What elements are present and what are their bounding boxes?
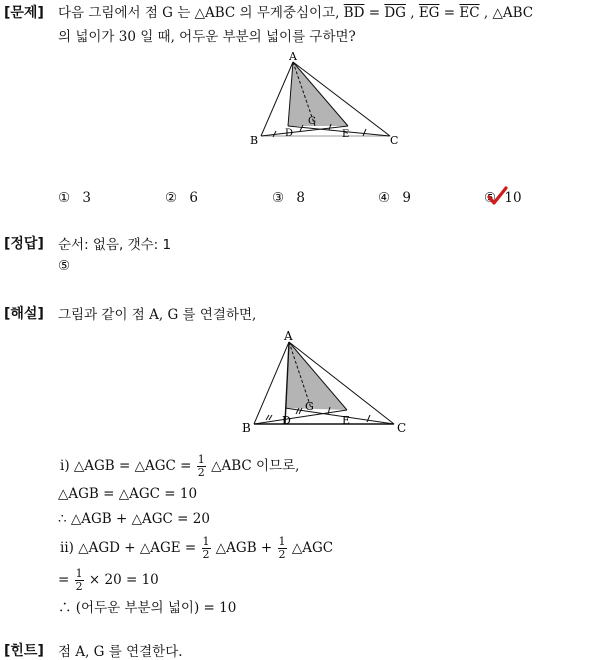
- choice-1-value: 3: [82, 190, 91, 206]
- choice-3[interactable]: [272, 190, 305, 206]
- fraction-den: 2: [278, 548, 286, 561]
- segment-bd: $\overline{BD}$: [343, 5, 365, 21]
- solution-line-5-a: =: [58, 572, 70, 588]
- choice-3-mark: ③: [272, 190, 285, 206]
- solution-line-3: ∴ △AGB + △AGC = 20: [58, 511, 210, 527]
- label-c: C: [390, 134, 399, 147]
- segment-eg: $\overline{EG}$: [418, 5, 440, 21]
- solution-line-2: △AGB = △AGC = 10: [58, 486, 198, 502]
- solution-line-5: [58, 568, 159, 593]
- correct-check-icon: [486, 186, 508, 206]
- solution-line-4-c: △AGC: [291, 540, 334, 556]
- fraction-num: 1: [202, 535, 210, 548]
- label-a: A: [284, 329, 293, 343]
- choice-5-mark: ⑤: [484, 190, 497, 206]
- label-d: D: [282, 414, 291, 427]
- label-a: A: [289, 50, 297, 63]
- problem-text-1a: 다음 그림에서 점 G 는 △ABC 의 무게중심이고,: [58, 5, 340, 21]
- segment-ec: $\overline{EC}$: [459, 5, 480, 21]
- solution-line-4: [60, 536, 333, 561]
- label-b: B: [250, 134, 259, 147]
- label-d: D: [285, 128, 294, 139]
- choice-5-value: 10: [504, 190, 522, 206]
- choice-4-mark: ④: [378, 190, 391, 206]
- label-e: E: [342, 129, 350, 140]
- solution-line-1-b: △ABC 이므로,: [211, 458, 300, 474]
- problem-tag: [문제]: [4, 5, 44, 21]
- fraction-half: [197, 454, 206, 479]
- solution-line-4-b: △AGB +: [215, 540, 273, 556]
- fraction-num: 1: [75, 567, 83, 580]
- label-g: G: [305, 400, 314, 413]
- comma-1: ,: [410, 5, 415, 21]
- choice-2-value: 6: [189, 190, 198, 206]
- answer-tag: [정답]: [4, 236, 44, 252]
- choice-4-value: 9: [402, 190, 411, 206]
- label-c: C: [397, 421, 407, 435]
- equals-1: =: [368, 5, 381, 21]
- label-b: B: [242, 421, 251, 435]
- choice-4[interactable]: [378, 190, 411, 206]
- solution-intro: 그림과 같이 점 A, G 를 연결하면,: [58, 307, 257, 323]
- segment-dg: $\overline{DG}$: [384, 5, 406, 21]
- choice-1[interactable]: [58, 190, 91, 206]
- solution-line-4-a: ⅱ) △AGD + △AGE =: [60, 540, 197, 556]
- answer-line-2: ⑤: [58, 258, 71, 274]
- label-e: E: [342, 414, 351, 427]
- equals-2: =: [443, 5, 456, 21]
- solution-tag: [해설]: [4, 306, 44, 322]
- fraction-num: 1: [197, 453, 205, 466]
- fraction-half: [278, 536, 287, 561]
- problem-text-1b: △ABC: [492, 5, 534, 21]
- fraction-half: [75, 568, 84, 593]
- solution-line-6: ∴ (어두운 부분의 넓이) = 10: [58, 600, 237, 616]
- solution-triangle-figure: [242, 328, 417, 438]
- hint-tag: [힌트]: [4, 643, 44, 659]
- answer-line-1: 순서: 없음, 갯수: 1: [58, 237, 172, 253]
- fraction-den: 2: [75, 580, 83, 593]
- solution-line-5-b: × 20 = 10: [88, 572, 159, 588]
- choice-2[interactable]: [165, 190, 198, 206]
- problem-line-2: 의 넓이가 30 일 때, 어두운 부분의 넓이를 구하면?: [58, 29, 356, 45]
- shaded-region: [288, 62, 348, 126]
- hint-text: 점 A, G 를 연결한다.: [58, 644, 183, 660]
- problem-line-1: [58, 1, 533, 21]
- comma-2: ,: [483, 5, 489, 21]
- choice-3-value: 8: [296, 190, 305, 206]
- solution-line-1-a: ⅰ) △AGB = △AGC =: [60, 458, 192, 474]
- choice-2-mark: ②: [165, 190, 178, 206]
- problem-triangle-figure: [245, 48, 405, 148]
- solution-line-1: [60, 454, 299, 479]
- fraction-half: [202, 536, 211, 561]
- fraction-den: 2: [197, 466, 205, 479]
- label-g: G: [308, 116, 316, 127]
- choice-1-mark: ①: [58, 190, 71, 206]
- fraction-num: 1: [278, 535, 286, 548]
- fraction-den: 2: [202, 548, 210, 561]
